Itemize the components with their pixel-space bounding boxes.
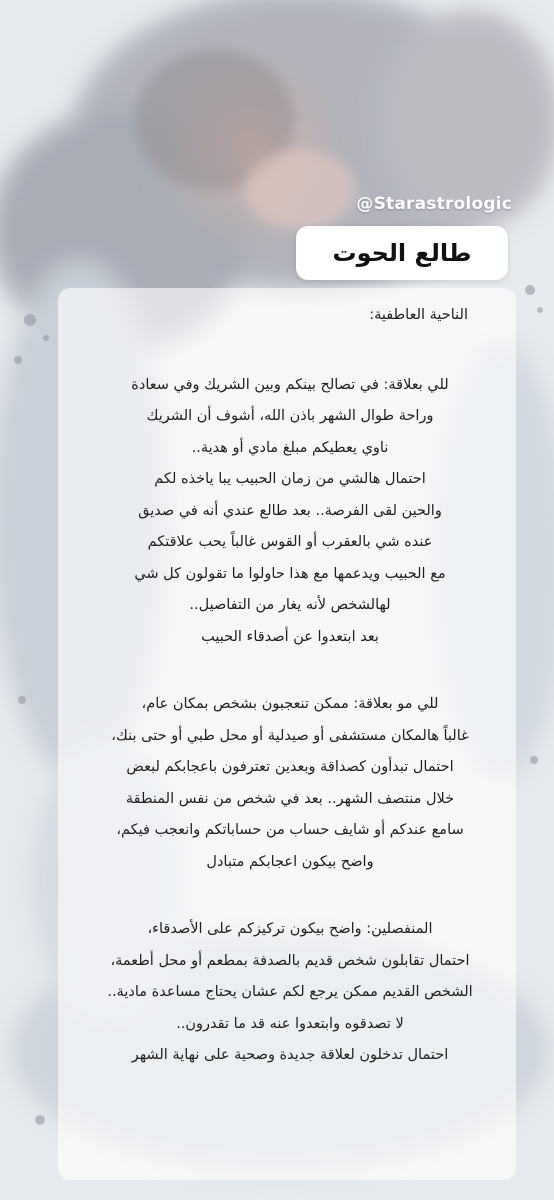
text-line: غالباً هالمكان مستشفى أو صيدلية أو محل طبي أو حتى بنك، [111,727,469,744]
text-line: الشخص القديم ممكن يرجع لكم عشان يحتاج مساعدة مادية.. [107,984,473,1000]
text-line: لهالشخص لأنه يغار من التفاصيل.. [189,597,391,613]
text-line: احتمال هالشي من زمان الحبيب يبا ياخذه لكم [154,471,426,487]
instagram-handle: @Starastrologic [356,194,512,214]
page-title: طالع الحوت [332,239,472,267]
horoscope-text [70,300,510,1072]
text-line: بعد ابتعدوا عن أصدقاء الحبيب [201,628,379,645]
text-line: احتمال تدخلون لعلاقة جديدة وصحية على نهاية الشهر [131,1047,449,1063]
text-line: والحين لقى الفرصة.. بعد طالع عندي أنه في صديق [138,502,442,519]
text-line: عنده شي بالعقرب أو القوس غالباً يحب علاقتكم [147,534,433,550]
text-line: احتمال تبدأون كصداقة وبعدين تعترفون باعجابكم لبعض [126,759,454,775]
text-line: وراحة طوال الشهر باذن الله، أشوف أن الشريك [146,408,434,424]
section-heading: الناحية العاطفية: [369,307,468,323]
text-line: خلال منتصف الشهر.. بعد في شخص من نفس المنطقة [125,790,455,807]
text-line: احتمال تقابلون شخص قديم بالصدفة بمطعم أو محل أطعمة، [110,952,470,969]
text-line: المنفصلين: واضح بيكون تركيزكم على الأصدقاء، [147,921,433,937]
title-box [296,226,508,280]
text-line: للي بعلاقة: في تصالح بينكم وبين الشريك وفي سعادة [131,376,449,393]
text-line: لا تصدقوه وابتعدوا عنه قد ما تقدرون.. [176,1015,404,1032]
text-line: للي مو بعلاقة: ممكن تنعجبون بشخص بمكان عام، [141,696,439,712]
text-line: واضح بيكون اعجابكم متبادل [206,853,374,870]
text-line: ناوي يعطيكم مبلغ مادي أو هدية.. [191,439,389,456]
text-line: سامع عندكم أو شايف حساب من حساباتكم وانعجب فيكم، [116,822,464,838]
text-line: مع الحبيب ويدعمها مع هذا حاولوا ما تقولون كل شي [134,565,446,582]
